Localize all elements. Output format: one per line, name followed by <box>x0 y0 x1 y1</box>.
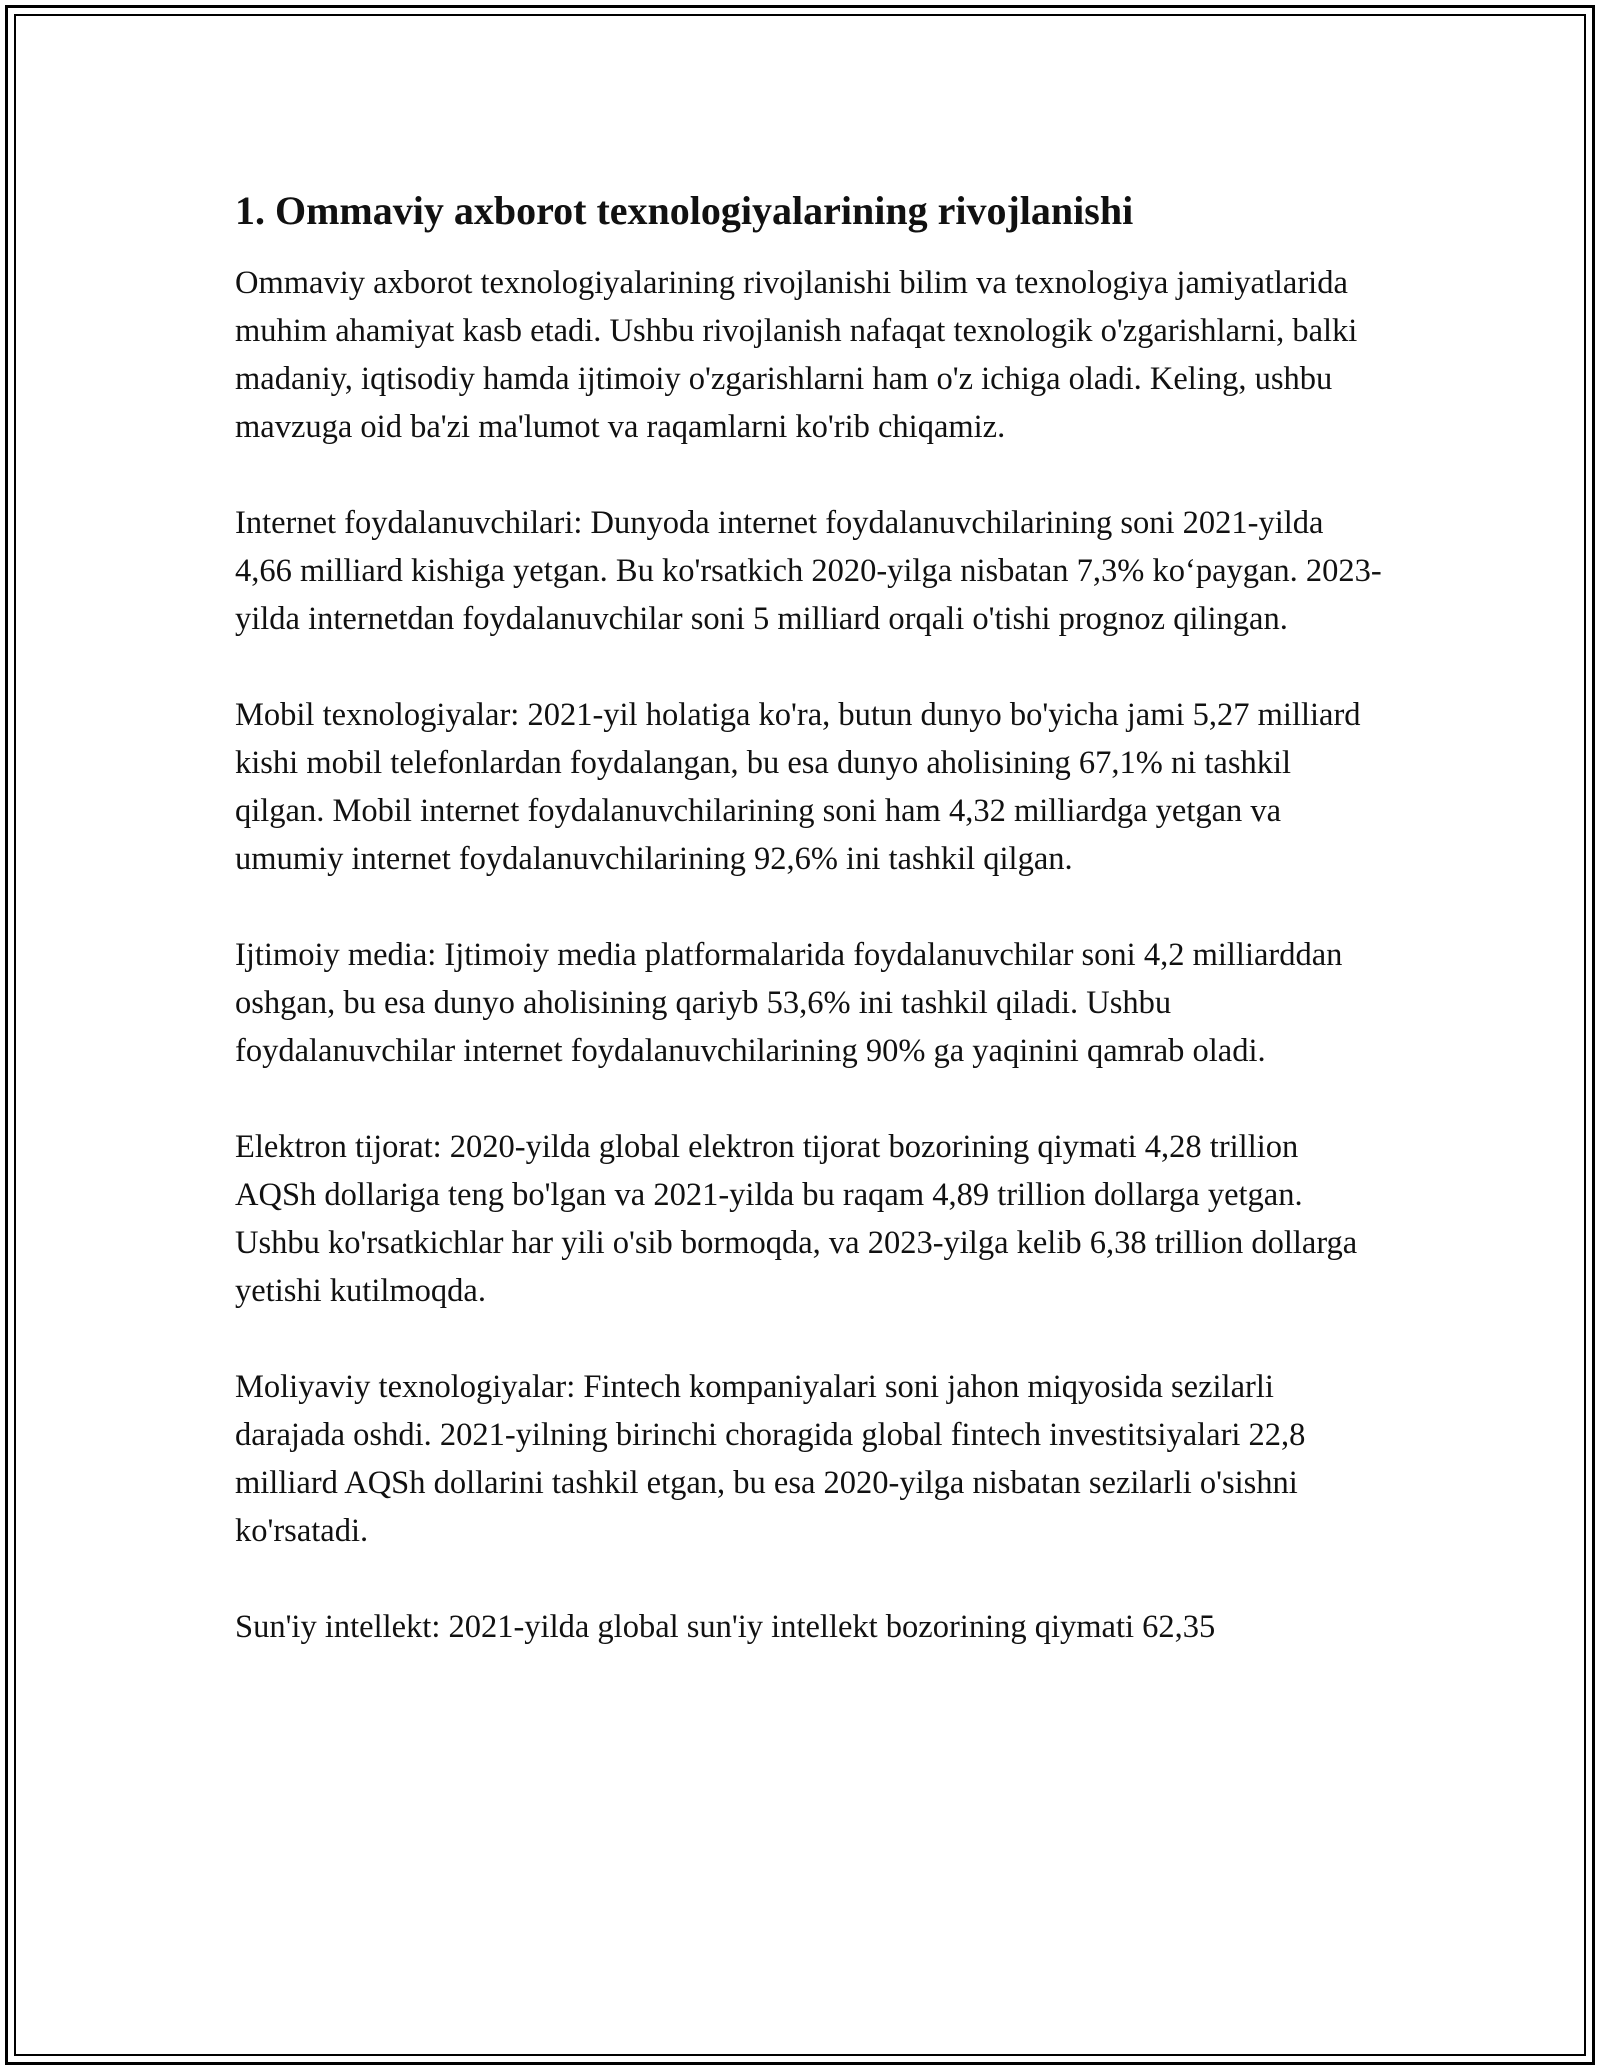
paragraph-fintech: Moliyaviy texnologiyalar: Fintech kompaniyalari soni jahon miqyosida sezilarli darajada oshdi. 2021-yilning birinchi choragida global fintech investitsiyalari 22,8 milliard AQSh dollarini tashkil etgan, bu esa 2020-yilga nisbatan sezilarli o'sishni ko'rsatadi. <box>235 1369 1306 1549</box>
paragraph-internet-users: Internet foydalanuvchilari: Dunyoda internet foydalanuvchilarining soni 2021-yilda 4,66 milliard kishiga yetgan. Bu ko'rsatkich 2020-yilga nisbatan 7,3% ko‘paygan. 2023-yilda internetdan foydalanuvchilar soni 5 milliard orqali o'tishi prognoz qilingan. <box>235 505 1382 637</box>
document-body <box>235 185 1385 1699</box>
paragraph-intro: Ommaviy axborot texnologiyalarining rivojlanishi bilim va texnologiya jamiyatlarida muhim ahamiyat kasb etadi. Ushbu rivojlanish nafaqat texnologik o'zgarishlarni, balki madaniy, iqtisodiy hamda ijtimoiy o'zgarishlarni ham o'z ichiga oladi. Keling, ushbu mavzuga oid ba'zi ma'lumot va raqamlarni ko'rib chiqamiz. <box>235 265 1358 445</box>
paragraph-social-media: Ijtimoiy media: Ijtimoiy media platformalarida foydalanuvchilar soni 4,2 milliarddan oshgan, bu esa dunyo aholisining qariyb 53,6% ini tashkil qiladi. Ushbu foydalanuvchilar internet foydalanuvchilarining 90% ga yaqinini qamrab oladi. <box>235 937 1343 1069</box>
paragraph-mobile-technologies: Mobil texnologiyalar: 2021-yil holatiga ko'ra, butun dunyo bo'yicha jami 5,27 milliard kishi mobil telefonlardan foydalangan, bu esa dunyo aholisining 67,1% ni tashkil qilgan. Mobil internet foydalanuvchilarining soni ham 4,32 milliardga yetgan va umumiy internet foydalanuvchilarining 92,6% ini tashkil qilgan. <box>235 697 1361 877</box>
paragraph-artificial-intelligence: Sun'iy intellekt: 2021-yilda global sun'iy intellekt bozorining qiymati 62,35 <box>235 1609 1216 1645</box>
document-title: 1. Ommaviy axborot texnologiyalarining rivojlanishi <box>235 188 1134 233</box>
paragraph-e-commerce: Elektron tijorat: 2020-yilda global elektron tijorat bozorining qiymati 4,28 trillion AQSh dollariga teng bo'lgan va 2021-yilda bu raqam 4,89 trillion dollarga yetgan. Ushbu ko'rsatkichlar har yili o'sib bormoqda, va 2023-yilga kelib 6,38 trillion dollarga yetishi kutilmoqda. <box>235 1129 1358 1309</box>
